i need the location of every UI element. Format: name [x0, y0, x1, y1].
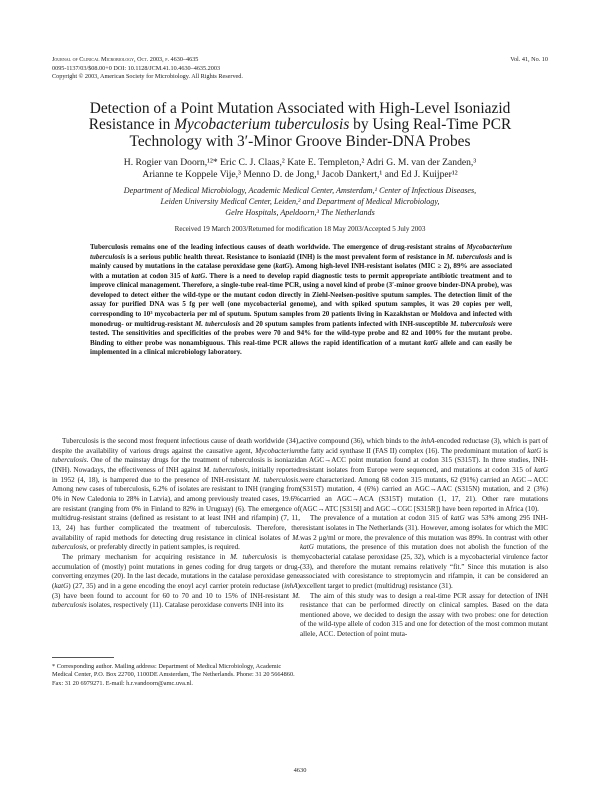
abstract-italic: katG	[423, 338, 438, 347]
abstract-text: and 20 sputum samples from patients infected with INH-susceptible	[240, 319, 451, 328]
body-text: , initially reported in 1952 (4, 18), is hampered due to the presence of INH-resistant	[52, 465, 301, 484]
body-text: . Among new cases of tuberculosis, 6.2% of isolates are resistant to INH (ranging from 0% in New Caledonia to 28% in Latvia), and among previously treated cases, 19.6% are resistant (ranging from 0% in Finland to 82% in Uruguay) (6). The emergence of multidrug-resistant strains (defined as resistant to at least INH and rifampin) (7, 11, 13, 24) has further complicated the treatment of tuberculosis. Therefore, the availability of rapid methods for detecting drug resistance in clinical isolates of	[52, 475, 300, 542]
body-text: is an AGC→ACC point mutation found at codon 315 (S315T). In three studies, INH-resistant isolates from Europe were sequenced, and mutations at codon 315 of	[300, 446, 548, 474]
body-paragraph	[300, 514, 548, 591]
body-italic: katG	[527, 446, 542, 455]
author-list	[40, 157, 560, 181]
abstract-italic: M. tuberculosis	[194, 319, 241, 328]
issn-doi: 0095-1137/03/$08.00+0 DOI: 10.1128/JCM.41.10.4630–4635.2003	[52, 64, 221, 72]
abstract-text: Tuberculosis remains one of the leading infectious causes of death worldwide. The emergence of drug-resistant strains of	[90, 243, 467, 251]
body-text: were characterized. Among 68 codon 315 mutants, 62 (91%) carried an AGC→ACC (S315T) mutation, 4 (6%) carried an AGC→AAC (S315N) mutation, and 2 (3%) carried an AGC→ACA (S315T) mutation (1, 17, 21). Other rare mutations (AGC→ATC [S315I] and AGC→CGC [S315R]) have been reported in Africa (10).	[300, 475, 548, 513]
running-header	[52, 56, 243, 82]
article-title	[40, 101, 560, 150]
body-text: Tuberculosis is the second most frequent infectious cause of death worldwide (34), despite the availability of various drugs against the causative agent,	[52, 437, 300, 455]
abstract-text: allele and can easily be implemented in a clinical microbiology laboratory.	[90, 338, 512, 357]
body-text: was 53% among 295 INH-resistant isolates in The Netherlands (31). However, among isolates for which the MIC was 2 μg/ml or more, the prevalence of this mutation was 89%. In contrast with other	[300, 514, 548, 542]
body-text: -encoded reductase (3), which is part of the fatty acid synthase II (FAS II) complex (16). The predominant mutation of	[300, 437, 548, 455]
abstract-italic: M. tuberculosis	[446, 252, 492, 261]
footnote-divider	[52, 657, 114, 658]
title-text: Resistance in	[88, 116, 175, 134]
body-text: ) (27, 35) and in a gene encoding the enoyl acyl carrier protein reductase (	[68, 581, 285, 590]
body-italic: inhA	[284, 581, 298, 590]
body-text: is the accumulation of (mostly) point mutations in genes coding for drug targets or drug-converting enzymes (20). In the last decade, mutations in the catalase peroxidase gene (	[52, 552, 301, 590]
body-italic: inhA	[420, 437, 435, 445]
abstract-italic: M. tuberculosis	[450, 319, 496, 328]
body-text: , or preferably directly in patient samples, is required.	[86, 543, 240, 552]
body-text: The aim of this study was to design a real-time PCR assay for detection of INH resistance that can be performed directly on clinical samples. Based on the data mentioned above, we decided to design the assay with two probes: one for detection of the wild-type allele of codon 315 and one for detection of the most common mutant allele, ACC. Detection of point muta-	[300, 591, 548, 639]
abstract-italic: katG	[275, 262, 290, 271]
body-paragraph	[52, 437, 300, 553]
journal-citation: Journal of Clinical Microbiology, Oct. 2003, p. 4630–4635	[52, 56, 199, 63]
abstract-text: ). Among high-level INH-resistant isolates (MIC ≥ 2), 89% are associated with a mutation at codon 315 of	[90, 262, 512, 280]
abstract-text: were tested. The sensitivities and specificities of the probes were 70 and 94% for the wild-type probe and 82 and 100% for the mutant probe. Binding to either probe was nonambiguous. This real-time PCR allows the rapid identification of a mutant	[90, 319, 513, 347]
body-paragraph	[300, 592, 548, 640]
abstract	[90, 243, 512, 358]
body-italic: M. tuberculosis	[52, 533, 300, 552]
authors-line-1: H. Rogier van Doorn,¹²* Eric C. J. Claas,² Kate E. Templeton,² Adri G. M. van der Zanden,³	[123, 157, 477, 168]
body-text: . One of the mainstay drugs for the treatment of tuberculosis is isoniazid (INH). Nowadays, the effectiveness of INH against	[52, 456, 300, 474]
body-column-left	[52, 437, 300, 611]
abstract-text: . There is a need to develop rapid diagnostic tests to permit appropriate antibiotic treatment and to improve clinical management. Therefore, a single-tube real-time PCR, using a novel kind of probe (3′-minor groove binder-DNA probe), was developed to detect either the wild-type or the mutant codon directly in Ziehl-Neelsen-positive sputum samples. The detection limit of the assay for purified DNA was 5 fg per well (one mycobacterial genome), and with spiked sputum samples, it was 20 copies per well, corresponding to 10³ mycobacteria per ml of sputum. Sputum samples from 20 patients living in Kazakhstan or Moldova and infected with monodrug- or multidrug-resistant	[90, 271, 512, 328]
abstract-italic: katG	[191, 271, 206, 280]
affiliation-line-3: Gelre Hospitals, Apeldoorn,³ The Netherlands	[225, 208, 375, 217]
affiliation-line-1: Department of Medical Microbiology, Academic Medical Center, Amsterdam,¹ Center of Infectious Diseases,	[123, 186, 477, 195]
title-species: Mycobacterium tuberculosis	[174, 116, 350, 134]
page-number: 4630	[293, 767, 307, 774]
title-line-2	[40, 117, 560, 133]
volume-number: Vol. 41, No. 10	[510, 56, 548, 63]
body-italic: M. tuberculosis	[252, 475, 299, 484]
copyright: Copyright © 2003, American Society for Microbiology. All Rights Reserved.	[52, 73, 243, 81]
title-text: by Using Real-Time PCR	[349, 116, 512, 134]
body-paragraph	[52, 553, 300, 611]
body-italic: katG	[450, 514, 465, 523]
corresponding-author-footnote: * Corresponding author. Mailing address: Department of Medical Microbiology, Academic Medical Center, P.O. Box 22700, 1100DE Amsterdam, The Netherlands. Phone: 31 20 5664860. Fax: 31 20 6979271. E-mail: h.r.vandoorn@amc.uva.nl.	[52, 663, 295, 687]
abstract-text: is a serious public health threat. Resistance to isoniazid (INH) is the most prevalent form of resistance in	[125, 252, 447, 261]
body-italic: M. tuberculosis	[230, 552, 278, 561]
body-text: The primary mechanism for acquiring resistance in	[62, 552, 231, 561]
body-italic: katG	[534, 465, 548, 474]
abstract-text: and is mainly caused by mutations in the catalase peroxidase gene (	[90, 252, 513, 271]
body-italic: katG	[300, 543, 314, 552]
body-paragraph	[300, 437, 548, 514]
affiliation-line-2: Leiden University Medical Center, Leiden,² and Department of Medical Microbiology,	[160, 197, 440, 206]
abstract-italic: Mycobacterium tuberculosis	[90, 243, 512, 261]
body-text: isolates, respectively (11). Catalase peroxidase converts INH into its	[86, 601, 284, 610]
body-text: ) (3) have been found to account for 60 to 70 and 10 to 15% of INH-resistant	[52, 581, 300, 600]
authors-line-2: Arianne te Koppele Vije,³ Menno D. de Jong,¹ Jacob Dankert,¹ and Ed J. Kuijper¹²	[142, 169, 458, 181]
body-text: The prevalence of a mutation at codon 315 of	[310, 514, 451, 523]
body-text: active compound (36), which binds to the	[300, 437, 421, 445]
title-line-3: Technology with 3′-Minor Groove Binder-DNA Probes	[129, 132, 471, 150]
body-italic: M. tuberculosis	[203, 465, 248, 474]
body-text: mutations, the presence of this mutation does not abolish the function of the mycobacterial catalase peroxidase (25, 32), which is a mycobacterial virulence factor (33), and therefore the mutant remains relatively “fit.” Since this mutation is also associated with coresistance to streptomycin and rifampin, it can be considered an excellent target to predict (multidrug) resistance (31).	[300, 543, 548, 590]
title-line-1: Detection of a Point Mutation Associated with High-Level Isoniazid	[89, 100, 511, 117]
affiliations	[40, 185, 560, 218]
received-dates: Received 19 March 2003/Returned for modification 18 May 2003/Accepted 5 July 2003	[174, 225, 426, 233]
body-italic: Mycobacterium tuberculosis	[52, 446, 300, 465]
body-italic: M. tuberculosis	[52, 591, 300, 610]
body-italic: katG	[54, 581, 69, 590]
body-column-right	[300, 437, 548, 640]
